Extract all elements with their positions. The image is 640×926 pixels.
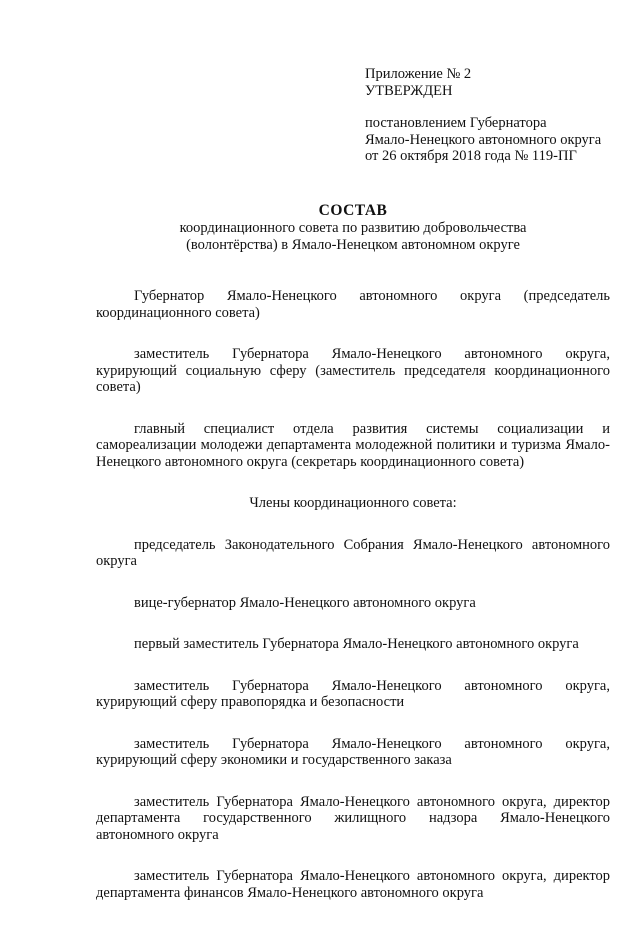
approval-gap [365, 99, 625, 115]
leadership-entry-secretary: главный специалист отдела развития системы социализации и самореализации молодежи департамента молодежной политики и туризма Ямало-Ненецкого автономного округа (секретарь координационного совета) [96, 420, 610, 470]
document-subtitle-line-2: (волонтёрства) в Ямало-Ненецком автономном округе [186, 237, 520, 253]
leadership-entry-chair: Губернатор Ямало-Ненецкого автономного округа (председатель координационного совета) [96, 288, 610, 321]
decree-line-2: Ямало-Ненецкого автономного округа [365, 131, 602, 148]
document-heading [96, 202, 610, 254]
member-entry: председатель Законодательного Собрания Ямало-Ненецкого автономного округа [96, 536, 610, 569]
document-subtitle-line-1: координационного совета по развитию добровольчества [179, 220, 527, 236]
members-heading: Члены координационного совета: [249, 495, 457, 511]
approved-label: УТВЕРЖДЕН [365, 82, 453, 99]
member-entry: первый заместитель Губернатора Ямало-Ненецкого автономного округа [134, 636, 579, 652]
approval-block [365, 66, 625, 165]
decree-line-1: постановлением Губернатора [365, 115, 547, 131]
document-title: СОСТАВ [318, 202, 388, 219]
leadership-entry-deputy-chair: заместитель Губернатора Ямало-Ненецкого автономного округа, курирующий социальную сферу (заместитель председателя координационного совета) [96, 346, 610, 395]
member-entry: заместитель Губернатора Ямало-Ненецкого автономного округа, курирующий сферу правопорядка и безопасности [96, 677, 610, 710]
member-entry: заместитель Губернатора Ямало-Ненецкого автономного округа, курирующий сферу экономики и государственного заказа [96, 735, 610, 768]
member-entry: заместитель Губернатора Ямало-Ненецкого автономного округа, директор департамента государственного жилищного надзора Ямало-Ненецкого автономного округа [96, 793, 610, 843]
member-entry: вице-губернатор Ямало-Ненецкого автономного округа [134, 594, 476, 611]
composition-list [96, 288, 610, 926]
appendix-label: Приложение № 2 [365, 66, 472, 82]
decree-line-3: от 26 октября 2018 года № 119-ПГ [365, 148, 577, 164]
member-entry: заместитель Губернатора Ямало-Ненецкого автономного округа, директор департамента финансов Ямало-Ненецкого автономного округа [96, 868, 610, 901]
